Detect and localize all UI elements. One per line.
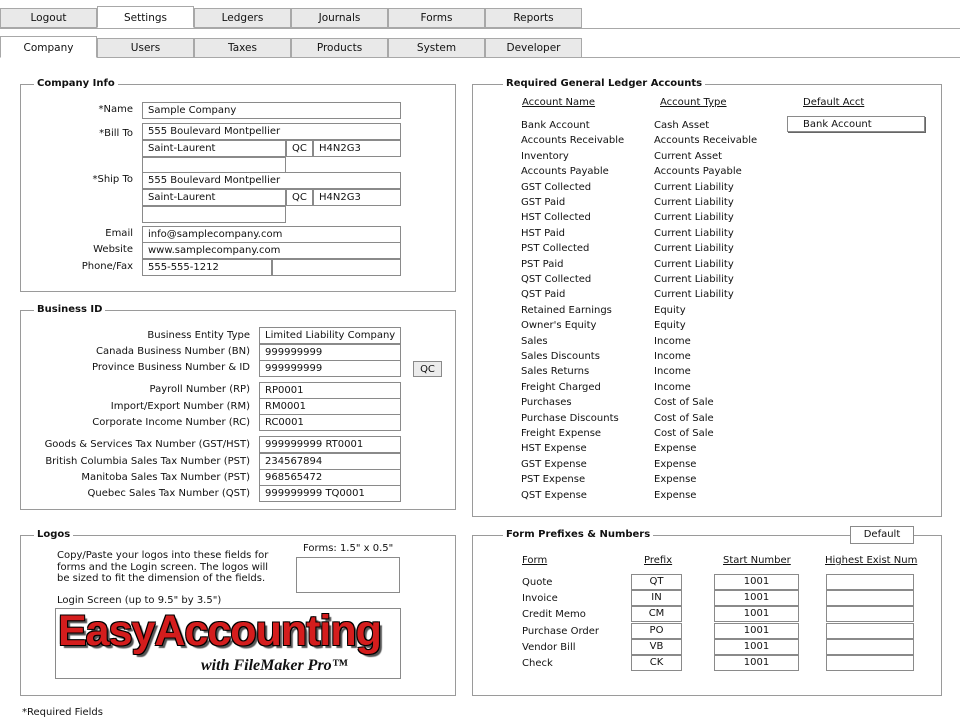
bid-field-mb-pst[interactable]: 968565472 — [259, 469, 401, 486]
fp-col-form: Form — [522, 555, 548, 566]
fp-form-name: Vendor Bill — [522, 641, 576, 653]
default-prefixes-button[interactable]: Default — [850, 526, 914, 544]
tab-company[interactable]: Company — [0, 36, 97, 58]
gl-account-type: Expense — [654, 474, 697, 486]
gl-account-name: Sales Returns — [521, 366, 590, 378]
top-tab-divider — [0, 28, 960, 29]
bid-label-import: Import/Export Number (RM) — [110, 401, 250, 412]
ship-street-field[interactable]: 555 Boulevard Montpellier — [142, 172, 401, 189]
gl-account-type: Cost of Sale — [654, 397, 714, 409]
phone-field[interactable]: 555-555-1212 — [142, 259, 272, 276]
forms-logo-field[interactable] — [296, 557, 400, 593]
bid-label-entity: Business Entity Type — [147, 330, 250, 341]
bid-label-payroll: Payroll Number (RP) — [149, 384, 250, 395]
website-label: Website — [93, 244, 133, 255]
gl-account-type: Accounts Payable — [654, 166, 742, 178]
fp-prefix-field[interactable]: IN — [631, 590, 682, 606]
gl-account-type: Cost of Sale — [654, 428, 714, 439]
website-field[interactable]: www.samplecompany.com — [142, 242, 401, 259]
login-logo-field[interactable] — [55, 608, 401, 679]
fp-prefix-field[interactable]: VB — [631, 639, 682, 655]
ship-to-label: *Ship To — [92, 174, 133, 185]
bid-label-bn: Canada Business Number (BN) — [96, 346, 250, 357]
logo-tagline: with FileMaker Pro™ — [201, 657, 348, 674]
gl-account-type: Current Liability — [654, 258, 734, 270]
logo-wordmark: EasyAccounting — [58, 607, 381, 655]
form-prefixes-title: Form Prefixes & Numbers — [503, 529, 653, 540]
fp-start-number-field[interactable]: 1001 — [714, 574, 799, 590]
gl-account-type: Current Liability — [654, 181, 734, 193]
gl-account-type: Current Liability — [654, 212, 734, 224]
gl-col-default-acct: Default Acct — [803, 97, 865, 108]
email-label: Email — [105, 228, 133, 239]
bill-province-field[interactable]: QC — [286, 140, 313, 157]
required-fields-note: *Required Fields — [22, 707, 103, 718]
tab-system[interactable]: System — [388, 38, 485, 58]
gl-account-type: Current Liability — [654, 227, 734, 239]
gl-account-name: Sales Discounts — [521, 351, 600, 362]
bid-label-corporate: Corporate Income Number (RC) — [92, 417, 250, 428]
fp-col-highest-number: Highest Exist Num — [825, 555, 918, 566]
gl-account-type: Income — [654, 335, 691, 347]
fp-start-number-field[interactable]: 1001 — [714, 590, 799, 606]
ship-province-field[interactable]: QC — [286, 189, 313, 206]
gl-account-name: QST Expense — [521, 489, 587, 501]
gl-account-name: PST Collected — [521, 243, 590, 255]
tab-settings[interactable]: Settings — [97, 6, 194, 28]
gl-account-type: Cost of Sale — [654, 412, 714, 424]
fp-form-name: Quote — [522, 577, 553, 588]
gl-account-type: Current Liability — [654, 197, 734, 208]
gl-account-name: HST Paid — [521, 227, 565, 239]
forms-logo-label: Forms: 1.5" x 0.5" — [303, 543, 394, 554]
gl-account-type: Equity — [654, 320, 686, 332]
fp-col-start-number: Start Number — [723, 555, 791, 566]
gl-account-type: Expense — [654, 443, 697, 455]
fp-start-number-field[interactable]: 1001 — [714, 639, 799, 655]
gl-account-type: Current Asset — [654, 150, 723, 162]
tab-forms[interactable]: Forms — [388, 8, 485, 28]
gl-account-type: Cash Asset — [654, 120, 710, 131]
gl-account-name: PST Expense — [521, 474, 586, 486]
tab-taxes[interactable]: Taxes — [194, 38, 291, 58]
gl-account-name: Purchase Discounts — [521, 412, 619, 424]
phone-fax-label: Phone/Fax — [81, 261, 133, 272]
bid-field-entity[interactable]: Limited Liability Company — [259, 327, 401, 344]
gl-account-name: Freight Expense — [521, 428, 602, 439]
fax-field[interactable] — [272, 259, 401, 276]
fp-highest-number-field — [826, 655, 914, 671]
bid-field-bn[interactable]: 999999999 — [259, 344, 401, 361]
gl-account-name: Bank Account — [521, 120, 590, 131]
bid-field-bc-pst[interactable]: 234567894 — [259, 453, 401, 470]
tab-ledgers[interactable]: Ledgers — [194, 8, 291, 28]
gl-account-name: GST Expense — [521, 458, 587, 470]
gl-account-name: HST Collected — [521, 212, 591, 224]
fp-col-prefix: Prefix — [644, 555, 673, 566]
bid-label-bc-pst: British Columbia Sales Tax Number (PST) — [45, 456, 250, 467]
fp-prefix-field[interactable]: PO — [631, 623, 682, 639]
gl-account-name: Accounts Payable — [521, 166, 609, 178]
gl-account-name: GST Collected — [521, 181, 592, 193]
gl-accounts-title: Required General Ledger Accounts — [503, 78, 705, 89]
bid-label-qst: Quebec Sales Tax Number (QST) — [87, 488, 250, 499]
logos-title: Logos — [34, 529, 73, 540]
bill-city-field[interactable]: Saint-Laurent — [142, 140, 286, 157]
bill-to-label: *Bill To — [99, 128, 133, 139]
fp-form-name: Purchase Order — [522, 625, 600, 637]
tab-reports[interactable]: Reports — [485, 8, 582, 28]
gl-account-name: Inventory — [521, 150, 569, 162]
bid-field-gst[interactable]: 999999999 RT0001 — [259, 436, 401, 453]
fp-prefix-field[interactable]: CK — [631, 655, 682, 671]
gl-account-type: Expense — [654, 489, 697, 501]
gl-account-name: Owner's Equity — [521, 320, 597, 332]
bid-label-provincial: Province Business Number & ID — [92, 362, 250, 373]
gl-account-name: Accounts Receivable — [521, 135, 625, 147]
logos-instructions: Copy/Paste your logos into these fields for forms and the Login screen. The logos will be sized to fit the dimension of the fields. — [57, 550, 269, 584]
tab-users[interactable]: Users — [97, 38, 194, 58]
gl-account-type: Income — [654, 351, 691, 362]
login-logo-label: Login Screen (up to 9.5" by 3.5") — [57, 595, 222, 606]
name-label: *Name — [98, 104, 133, 115]
name-field[interactable]: Sample Company — [142, 102, 401, 119]
gl-account-type: Accounts Receivable — [654, 135, 758, 147]
gl-account-name: Retained Earnings — [521, 304, 612, 316]
bid-field-provincial[interactable]: 999999999 — [259, 360, 401, 377]
gl-account-name: GST Paid — [521, 197, 566, 208]
fp-highest-number-field — [826, 606, 914, 622]
fp-prefix-field[interactable]: CM — [631, 606, 682, 622]
fp-highest-number-field — [826, 590, 914, 606]
fp-form-name: Check — [522, 658, 553, 669]
gl-account-type: Current Liability — [654, 289, 734, 301]
gl-account-name: PST Paid — [521, 258, 564, 270]
fp-prefix-field[interactable]: QT — [631, 574, 682, 590]
fp-form-name: Credit Memo — [522, 609, 586, 621]
gl-account-name: HST Expense — [521, 443, 587, 455]
bill-street-field[interactable]: 555 Boulevard Montpellier — [142, 123, 401, 140]
default-acct-field[interactable]: Bank Account — [787, 116, 925, 132]
ship-country-field[interactable] — [142, 206, 286, 223]
fp-start-number-field[interactable]: 1001 — [714, 655, 799, 671]
tab-journals[interactable]: Journals — [291, 8, 388, 28]
ship-city-field[interactable]: Saint-Laurent — [142, 189, 286, 206]
bid-label-mb-pst: Manitoba Sales Tax Number (PST) — [81, 472, 250, 483]
gl-account-type: Current Liability — [654, 243, 734, 255]
gl-account-type: Expense — [654, 458, 697, 470]
ship-postal-field[interactable]: H4N2G3 — [313, 189, 401, 206]
gl-col-account-name: Account Name — [522, 97, 596, 108]
email-field[interactable]: info@samplecompany.com — [142, 226, 401, 243]
gl-col-account-type: Account Type — [660, 97, 727, 108]
gl-account-name: Freight Charged — [521, 381, 601, 393]
bid-field-payroll[interactable]: RP0001 — [259, 382, 401, 399]
gl-account-type: Income — [654, 366, 691, 378]
company-info-title: Company Info — [34, 78, 118, 89]
gl-account-name: QST Paid — [521, 289, 566, 301]
gl-account-type: Current Liability — [654, 274, 734, 285]
bill-postal-field[interactable]: H4N2G3 — [313, 140, 401, 157]
fp-highest-number-field — [826, 639, 914, 655]
sub-tab-divider — [97, 57, 960, 58]
province-qc-button[interactable]: QC — [413, 361, 442, 377]
bid-label-gst: Goods & Services Tax Number (GST/HST) — [44, 439, 250, 450]
gl-account-type: Income — [654, 381, 691, 393]
gl-account-name: Purchases — [521, 397, 572, 409]
business-id-title: Business ID — [34, 304, 105, 315]
fp-form-name: Invoice — [522, 593, 558, 605]
fp-highest-number-field — [826, 574, 914, 590]
fp-start-number-field[interactable]: 1001 — [714, 623, 799, 639]
tab-logout[interactable]: Logout — [0, 8, 97, 28]
easyaccounting-logo — [58, 607, 398, 676]
fp-start-number-field[interactable]: 1001 — [714, 606, 799, 622]
gl-account-name: QST Collected — [521, 274, 592, 285]
bid-field-qst[interactable]: 999999999 TQ0001 — [259, 485, 401, 502]
gl-account-type: Equity — [654, 304, 686, 316]
fp-highest-number-field — [826, 623, 914, 639]
tab-developer[interactable]: Developer — [485, 38, 582, 58]
bid-field-import[interactable]: RM0001 — [259, 398, 401, 415]
gl-account-name: Sales — [521, 335, 548, 347]
tab-products[interactable]: Products — [291, 38, 388, 58]
bid-field-corporate[interactable]: RC0001 — [259, 414, 401, 431]
